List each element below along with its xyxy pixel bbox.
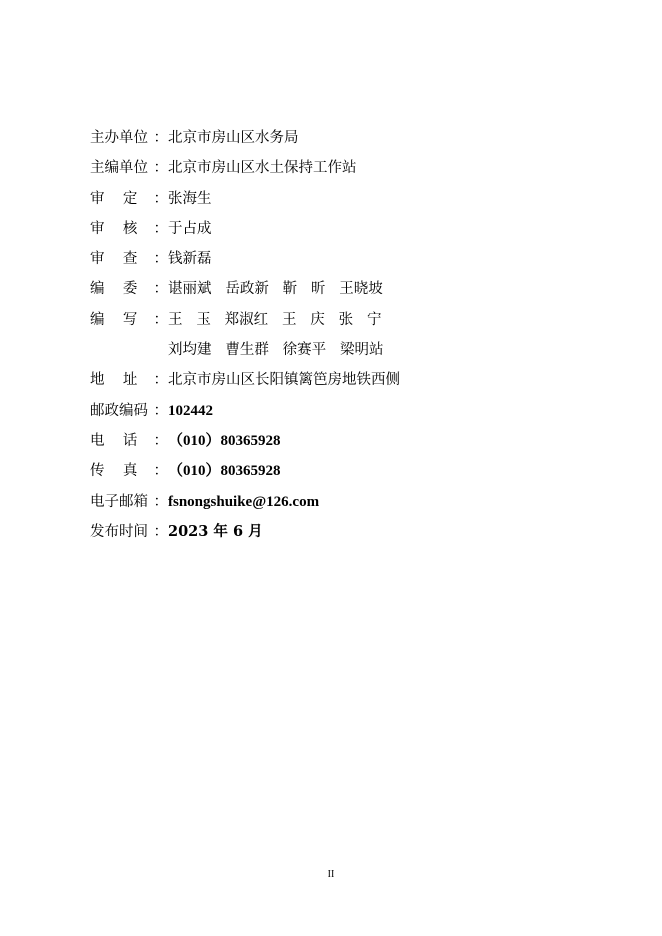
credit-label <box>90 365 168 395</box>
colon: ： <box>153 432 168 449</box>
label-text: 审 核 <box>90 220 138 237</box>
credit-label <box>90 426 168 456</box>
credit-row-address <box>90 365 400 395</box>
colon: ： <box>153 220 168 237</box>
colon: ： <box>153 160 168 177</box>
credit-value: 2023 年 6 月 <box>168 522 263 540</box>
credit-value: fsnongshuike@126.com <box>168 493 320 510</box>
credit-value: 钱新磊 <box>168 251 212 268</box>
credit-value: （010）80365928 <box>168 463 281 480</box>
credit-value: （010）80365928 <box>168 432 281 449</box>
credit-value: 于占成 <box>168 220 212 237</box>
credit-value: 刘均建 曹生群 徐赛平 梁明站 <box>168 342 384 359</box>
credit-label <box>90 274 168 304</box>
colon: ： <box>153 190 168 207</box>
label-text: 发布时间 <box>90 523 148 540</box>
credit-label <box>90 214 168 244</box>
credit-row-verification <box>90 214 400 244</box>
colon: ： <box>153 463 168 480</box>
label-text: 编 委 <box>90 281 138 298</box>
colon: ： <box>153 311 168 328</box>
credit-row-authors-continued <box>90 335 400 365</box>
credit-value: 102442 <box>168 402 213 419</box>
credit-label <box>90 153 168 183</box>
colon: ： <box>153 402 168 419</box>
label-text: 主编单位 <box>90 160 148 177</box>
credit-label <box>90 244 168 274</box>
page-number: II <box>327 869 335 880</box>
label-text: 审 定 <box>90 190 138 207</box>
colon: ： <box>153 372 168 389</box>
credit-label <box>90 396 168 426</box>
credit-label <box>90 123 168 153</box>
credit-label <box>90 305 168 335</box>
colon: ： <box>153 281 168 298</box>
credit-row-review <box>90 244 400 274</box>
credit-row-committee <box>90 274 400 304</box>
colon: ： <box>153 251 168 268</box>
credit-row-sponsor <box>90 123 400 153</box>
credit-row-authors <box>90 305 400 335</box>
label-text: 电 话 <box>90 432 138 449</box>
publication-credits <box>90 123 400 547</box>
label-text: 传 真 <box>90 463 138 480</box>
credit-row-phone <box>90 426 400 456</box>
credit-label <box>90 487 168 517</box>
colon: ： <box>153 493 168 510</box>
label-text: 电子邮箱 <box>90 493 148 510</box>
label-text: 地 址 <box>90 372 138 389</box>
credit-value: 北京市房山区水务局 <box>168 130 299 146</box>
credit-row-fax <box>90 456 400 486</box>
credit-label <box>90 456 168 486</box>
credit-value: 北京市房山区水土保持工作站 <box>168 160 357 177</box>
colon: ： <box>153 130 168 146</box>
credit-row-editor-unit <box>90 153 400 183</box>
label-text: 邮政编码 <box>90 402 148 419</box>
label-text: 审 查 <box>90 251 138 268</box>
credit-label <box>90 517 168 547</box>
credit-row-publish-date <box>90 517 400 547</box>
credit-value: 王 玉 郑淑红 王 庆 张 宁 <box>168 311 382 328</box>
credit-value: 谌丽斌 岳政新 靳 昕 王晓坡 <box>168 281 383 298</box>
label-text: 编 写 <box>90 311 138 328</box>
credit-row-approval <box>90 184 400 214</box>
credit-value: 张海生 <box>168 190 212 207</box>
label-text: 主办单位 <box>90 130 148 146</box>
colon: ： <box>153 523 168 540</box>
credit-label <box>90 184 168 214</box>
credit-row-postcode <box>90 396 400 426</box>
credit-value: 北京市房山区长阳镇篱笆房地铁西侧 <box>168 372 400 389</box>
credit-row-email <box>90 487 400 517</box>
